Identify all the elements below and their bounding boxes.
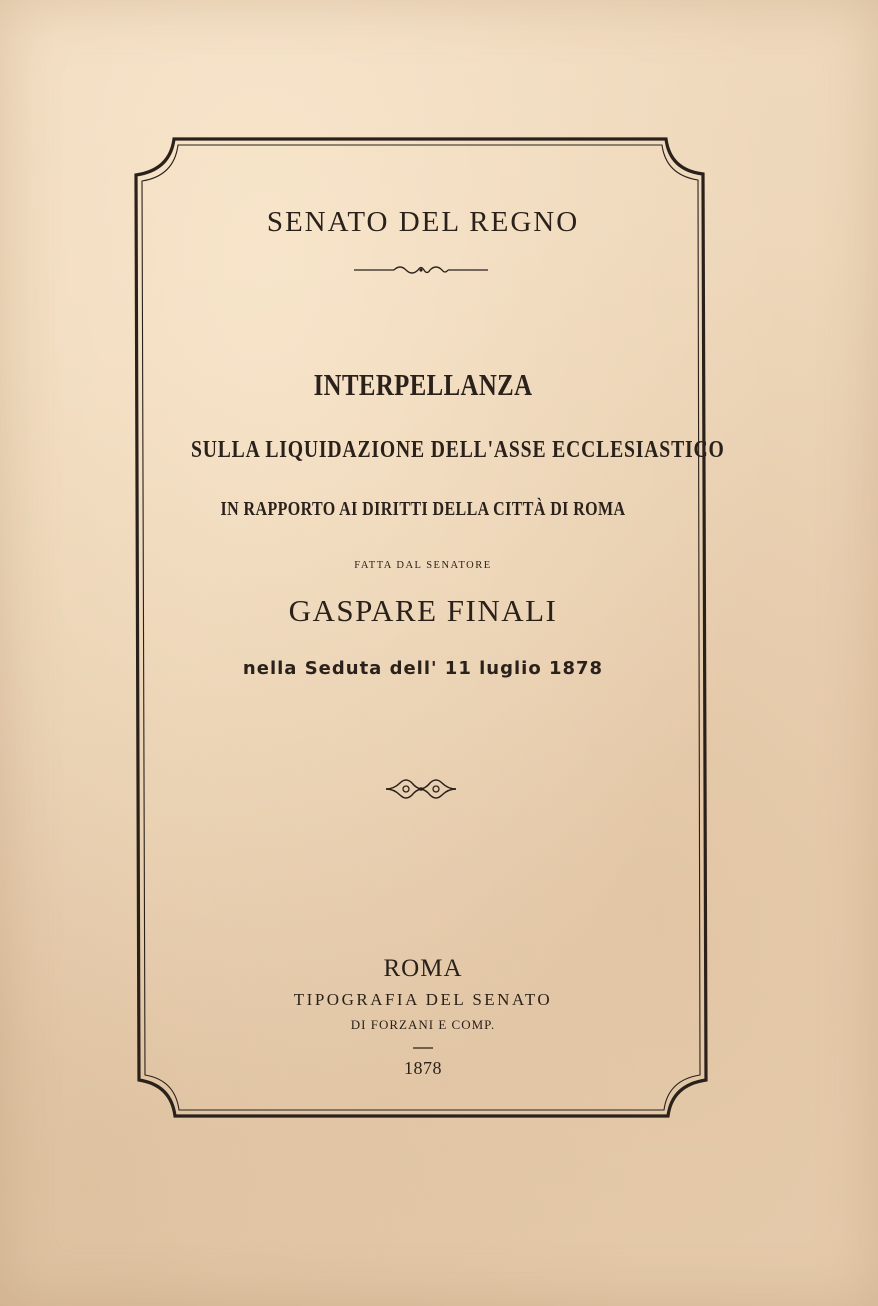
rule-ornament-icon — [352, 262, 490, 278]
author-intro: FATTA DAL SENATORE — [354, 560, 492, 571]
imprint-year: 1878 — [404, 1058, 442, 1078]
subtitle-line-1: SULLA LIQUIDAZIONE DELL'ASSE ECCLESIASTICO — [190, 437, 725, 463]
subtitle-line-2: IN RAPPORTO AI DIRITTI DELLA CITTÀ DI ROMA — [220, 498, 626, 520]
session-date: nella Seduta dell' 11 luglio 1878 — [242, 658, 604, 679]
imprint-printer-sub: DI FORZANI E COMP. — [350, 1017, 496, 1032]
author-name: GASPARE FINALI — [288, 593, 558, 628]
year-dash-icon — [412, 1046, 434, 1050]
flourish-ornament-icon — [382, 774, 460, 804]
document-title: INTERPELLANZA — [313, 367, 533, 402]
institution-heading: SENATO DEL REGNO — [266, 206, 580, 238]
imprint-printer: TIPOGRAFIA DEL SENATO — [293, 990, 553, 1009]
imprint-city: ROMA — [383, 955, 463, 982]
